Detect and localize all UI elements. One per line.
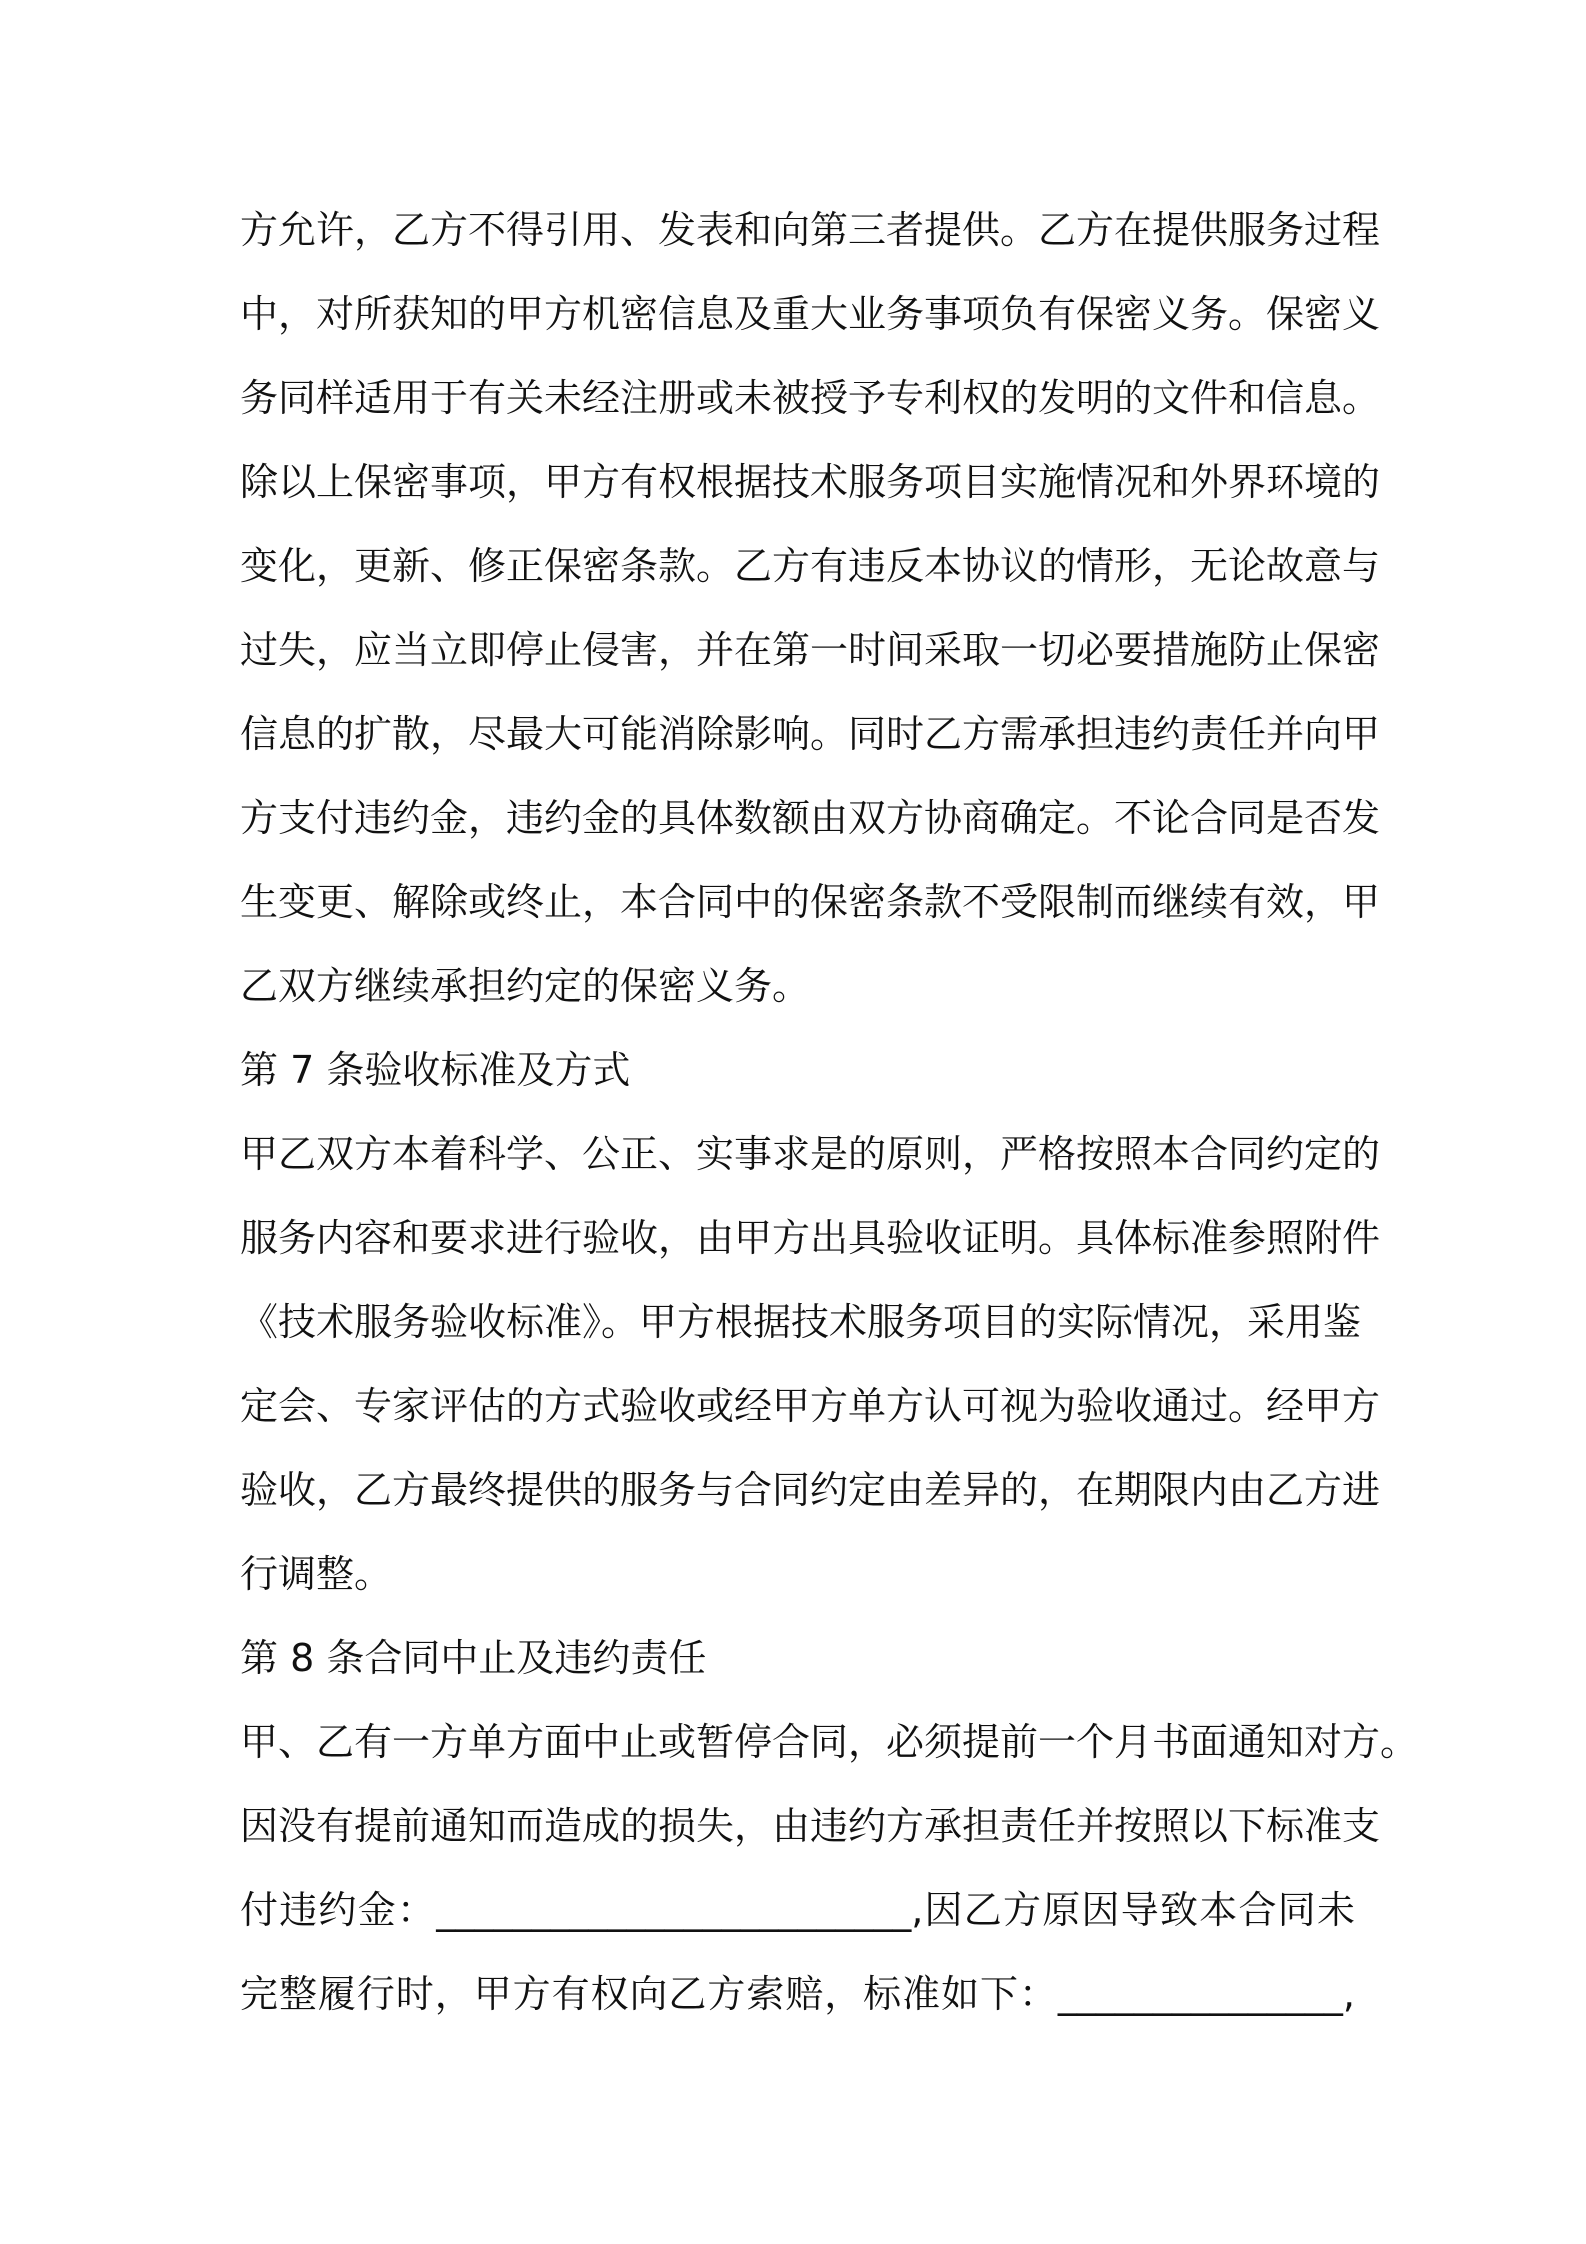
- paragraph-line: 《技术服务验收标准》。甲方根据技术服务项目的实际情况，采用鉴: [240, 1300, 1362, 1344]
- paragraph-line: 定会、专家评估的方式验收或经甲方单方认可视为验收通过。经甲方: [240, 1384, 1381, 1428]
- paragraph-line-with-blank: 完整履行时，甲方有权向乙方索赔，标准如下：_______________,: [240, 1972, 1355, 2016]
- paragraph-line: 方允许，乙方不得引用、发表和向第三者提供。乙方在提供服务过程: [240, 208, 1381, 252]
- paragraph-line: 变化，更新、修正保密条款。乙方有违反本协议的情形，无论故意与: [240, 544, 1381, 588]
- paragraph-line: 甲、乙有一方单方面中止或暂停合同，必须提前一个月书面通知对方。: [240, 1720, 1419, 1764]
- paragraph-line: 服务内容和要求进行验收，由甲方出具验收证明。具体标准参照附件: [240, 1216, 1381, 1260]
- paragraph-line: 行调整。: [240, 1552, 393, 1596]
- paragraph-line: 信息的扩散，尽最大可能消除影响。同时乙方需承担违约责任并向甲: [240, 712, 1381, 756]
- document-body: [240, 200, 1419, 2048]
- paragraph-line: 除以上保密事项，甲方有权根据技术服务项目实施情况和外界环境的: [240, 460, 1381, 504]
- paragraph-line: 因没有提前通知而造成的损失，由违约方承担责任并按照以下标准支: [240, 1804, 1381, 1848]
- paragraph-line: 甲乙双方本着科学、公正、实事求是的原则，严格按照本合同约定的: [240, 1132, 1381, 1176]
- paragraph-line: 验收，乙方最终提供的服务与合同约定由差异的，在期限内由乙方进: [240, 1468, 1381, 1512]
- paragraph-line: 中，对所获知的甲方机密信息及重大业务事项负有保密义务。保密义: [240, 292, 1381, 336]
- paragraph-line: 务同样适用于有关未经注册或未被授予专利权的发明的文件和信息。: [240, 376, 1381, 420]
- paragraph-line: 过失，应当立即停止侵害，并在第一时间采取一切必要措施防止保密: [240, 628, 1381, 672]
- paragraph-line: 方支付违约金，违约金的具体数额由双方协商确定。不论合同是否发: [240, 796, 1381, 840]
- section-heading-article-8: 第 8 条合同中止及违约责任: [240, 1636, 707, 1680]
- paragraph-line: 乙双方继续承担约定的保密义务。: [240, 964, 811, 1008]
- paragraph-line: 生变更、解除或终止，本合同中的保密条款不受限制而继续有效，甲: [240, 880, 1381, 924]
- section-heading-article-7: 第 7 条验收标准及方式: [240, 1048, 631, 1092]
- paragraph-line-with-blank: 付违约金：_________________________,因乙方原因导致本合同未: [240, 1888, 1355, 1932]
